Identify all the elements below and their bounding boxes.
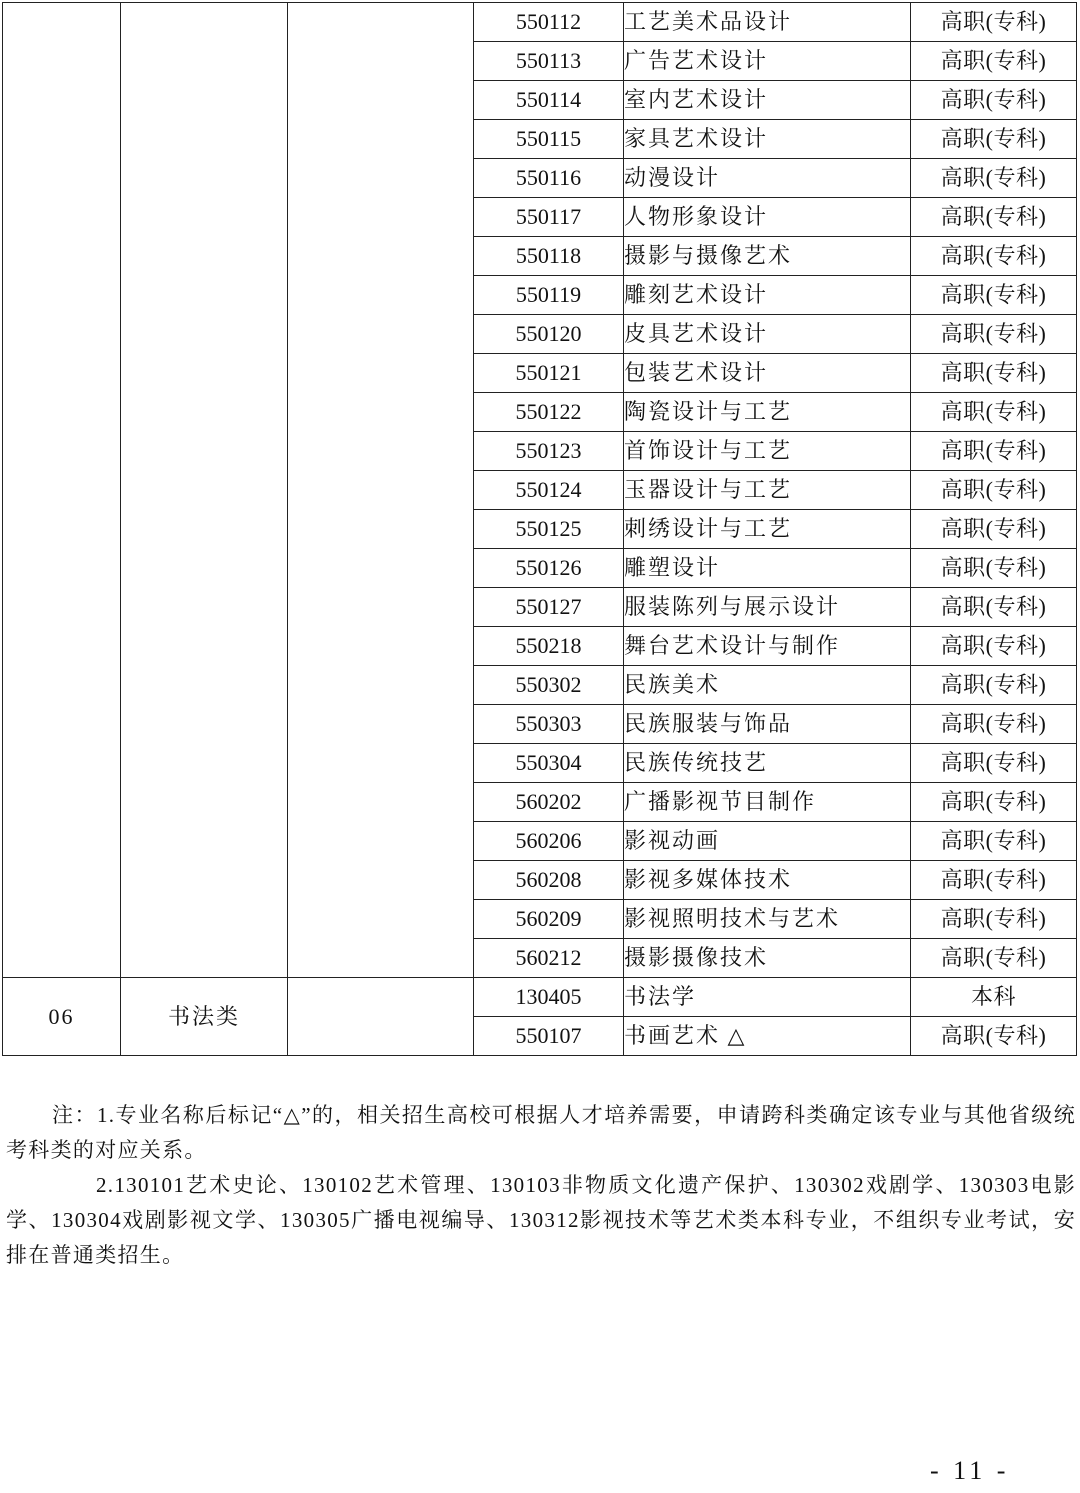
empty-merged-cell (288, 978, 474, 1056)
major-code: 560208 (474, 861, 624, 900)
major-code: 560206 (474, 822, 624, 861)
major-name: 皮具艺术设计 (624, 315, 911, 354)
major-name: 陶瓷设计与工艺 (624, 393, 911, 432)
major-name: 广告艺术设计 (624, 42, 911, 81)
major-code: 550124 (474, 471, 624, 510)
major-code: 550107 (474, 1017, 624, 1056)
major-code: 550121 (474, 354, 624, 393)
major-level: 高职(专科) (911, 159, 1077, 198)
major-name: 刺绣设计与工艺 (624, 510, 911, 549)
major-code: 550302 (474, 666, 624, 705)
empty-merged-cell (3, 3, 121, 978)
major-level: 高职(专科) (911, 471, 1077, 510)
major-name: 人物形象设计 (624, 198, 911, 237)
major-code: 550117 (474, 198, 624, 237)
major-level: 本科 (911, 978, 1077, 1017)
major-code: 550113 (474, 42, 624, 81)
major-name: 摄影与摄像艺术 (624, 237, 911, 276)
major-name: 动漫设计 (624, 159, 911, 198)
major-code: 130405 (474, 978, 624, 1017)
major-level: 高职(专科) (911, 549, 1077, 588)
major-code: 550126 (474, 549, 624, 588)
major-level: 高职(专科) (911, 198, 1077, 237)
major-code: 560209 (474, 900, 624, 939)
major-code: 550118 (474, 237, 624, 276)
major-level: 高职(专科) (911, 276, 1077, 315)
major-name: 舞台艺术设计与制作 (624, 627, 911, 666)
table-row (3, 978, 1077, 1017)
major-code: 550112 (474, 3, 624, 42)
major-name: 民族传统技艺 (624, 744, 911, 783)
major-name: 家具艺术设计 (624, 120, 911, 159)
major-code: 550116 (474, 159, 624, 198)
major-name: 室内艺术设计 (624, 81, 911, 120)
category-name: 书法类 (121, 978, 288, 1056)
major-code: 560212 (474, 939, 624, 978)
major-name: 包装艺术设计 (624, 354, 911, 393)
major-level: 高职(专科) (911, 510, 1077, 549)
major-level: 高职(专科) (911, 81, 1077, 120)
major-code: 550120 (474, 315, 624, 354)
major-level: 高职(专科) (911, 900, 1077, 939)
major-name: 广播影视节目制作 (624, 783, 911, 822)
major-level: 高职(专科) (911, 120, 1077, 159)
category-number: 06 (3, 978, 121, 1056)
major-level: 高职(专科) (911, 237, 1077, 276)
major-name: 书画艺术 △ (624, 1017, 911, 1056)
major-code: 560202 (474, 783, 624, 822)
major-table-body (3, 3, 1077, 1056)
major-name: 雕塑设计 (624, 549, 911, 588)
major-name: 首饰设计与工艺 (624, 432, 911, 471)
major-level: 高职(专科) (911, 3, 1077, 42)
major-name: 书法学 (624, 978, 911, 1017)
major-level: 高职(专科) (911, 1017, 1077, 1056)
major-level: 高职(专科) (911, 354, 1077, 393)
major-level: 高职(专科) (911, 783, 1077, 822)
major-code: 550115 (474, 120, 624, 159)
major-level: 高职(专科) (911, 705, 1077, 744)
major-code: 550119 (474, 276, 624, 315)
major-level: 高职(专科) (911, 744, 1077, 783)
major-name: 影视动画 (624, 822, 911, 861)
table-row (3, 3, 1077, 42)
major-level: 高职(专科) (911, 822, 1077, 861)
major-code: 550114 (474, 81, 624, 120)
major-level: 高职(专科) (911, 627, 1077, 666)
major-level: 高职(专科) (911, 432, 1077, 471)
major-code: 550125 (474, 510, 624, 549)
note-1: 注：1.专业名称后标记“△”的，相关招生高校可根据人才培养需要，申请跨科类确定该专业与其他省级统考科类的对应关系。 (6, 1103, 1076, 1162)
major-code: 550123 (474, 432, 624, 471)
major-level: 高职(专科) (911, 393, 1077, 432)
major-code: 550303 (474, 705, 624, 744)
major-level: 高职(专科) (911, 42, 1077, 81)
note-2: 2.130101艺术史论、130102艺术管理、130103非物质文化遗产保护、130302戏剧学、130303电影学、130304戏剧影视文学、130305广播电视编导、130312影视技术等艺术类本科专业，不组织专业考试，安排在普通类招生。 (6, 1173, 1076, 1267)
page-number: - 11 - (930, 1456, 1010, 1485)
major-level: 高职(专科) (911, 666, 1077, 705)
empty-merged-cell (288, 3, 474, 978)
major-level: 高职(专科) (911, 588, 1077, 627)
major-name: 民族美术 (624, 666, 911, 705)
major-name: 影视多媒体技术 (624, 861, 911, 900)
major-code: 550304 (474, 744, 624, 783)
major-code: 550127 (474, 588, 624, 627)
major-name: 服装陈列与展示设计 (624, 588, 911, 627)
major-code: 550122 (474, 393, 624, 432)
major-name: 工艺美术品设计 (624, 3, 911, 42)
major-name: 玉器设计与工艺 (624, 471, 911, 510)
major-code: 550218 (474, 627, 624, 666)
major-level: 高职(专科) (911, 939, 1077, 978)
major-name: 民族服装与饰品 (624, 705, 911, 744)
major-name: 影视照明技术与艺术 (624, 900, 911, 939)
major-name: 雕刻艺术设计 (624, 276, 911, 315)
notes (6, 1098, 1076, 1273)
major-level: 高职(专科) (911, 861, 1077, 900)
major-name: 摄影摄像技术 (624, 939, 911, 978)
empty-merged-cell (121, 3, 288, 978)
major-level: 高职(专科) (911, 315, 1077, 354)
major-table (2, 2, 1077, 1056)
